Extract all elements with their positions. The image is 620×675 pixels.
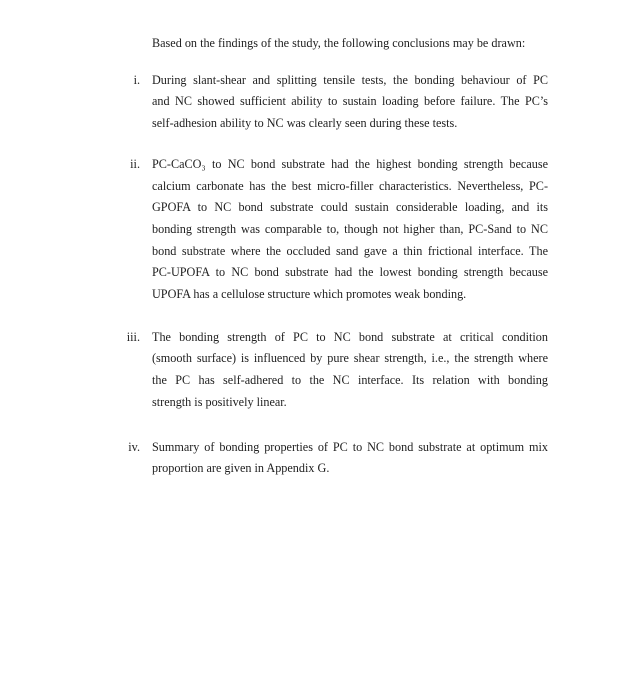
item-body	[152, 437, 548, 480]
text-line: PC-CaCO₃ to NC bond substrate had the highest bonding strength because	[152, 156, 548, 171]
text-line: (smooth surface) is influenced by pure shear strength, i.e., the strength where	[152, 351, 548, 366]
item-body	[152, 154, 548, 306]
conclusion-item	[120, 437, 548, 480]
text-line: PC-UPOFA to NC bond substrate had the lowest bonding strength because	[152, 265, 548, 280]
text-line: bonding strength was comparable to, though not higher than, PC-Sand to NC	[152, 221, 548, 236]
item-number: i.	[133, 72, 140, 87]
text-line: calcium carbonate has the best micro-filler characteristics. Nevertheless, PC-	[152, 178, 548, 193]
text-line: During slant-shear and splitting tensile tests, the bonding behaviour of PC	[152, 72, 548, 87]
conclusion-list	[120, 70, 548, 480]
intro-paragraph: Based on the findings of the study, the following conclusions may be drawn:	[152, 36, 526, 50]
text-line: UPOFA has a cellulose structure which promotes weak bonding.	[152, 287, 467, 302]
conclusion-item	[120, 327, 548, 414]
text-line: and NC showed sufficient ability to sustain loading before failure. The PC’s	[152, 94, 548, 109]
conclusion-item	[120, 70, 548, 135]
text-line: proportion are given in Appendix G.	[152, 461, 330, 476]
text-line: strength is positively linear.	[152, 394, 287, 409]
text-line: The bonding strength of PC to NC bond substrate at critical condition	[152, 329, 548, 344]
text-line: self-adhesion ability to NC was clearly seen during these tests.	[152, 116, 458, 131]
text-line: the PC has self-adhered to the NC interface. Its relation with bonding	[152, 373, 548, 388]
text-line: bond substrate where the occluded sand gave a thin frictional interface. The	[152, 243, 548, 258]
item-number: ii.	[130, 156, 140, 171]
item-number: iv.	[128, 439, 140, 454]
text-line: GPOFA to NC bond substrate could sustain considerable loading, and its	[152, 200, 548, 215]
conclusion-item	[120, 154, 548, 306]
page-content	[120, 33, 548, 480]
text-line: Summary of bonding properties of PC to NC bond substrate at optimum mix	[152, 439, 548, 454]
item-body	[152, 327, 548, 414]
item-body	[152, 70, 548, 135]
item-number: iii.	[126, 329, 140, 344]
